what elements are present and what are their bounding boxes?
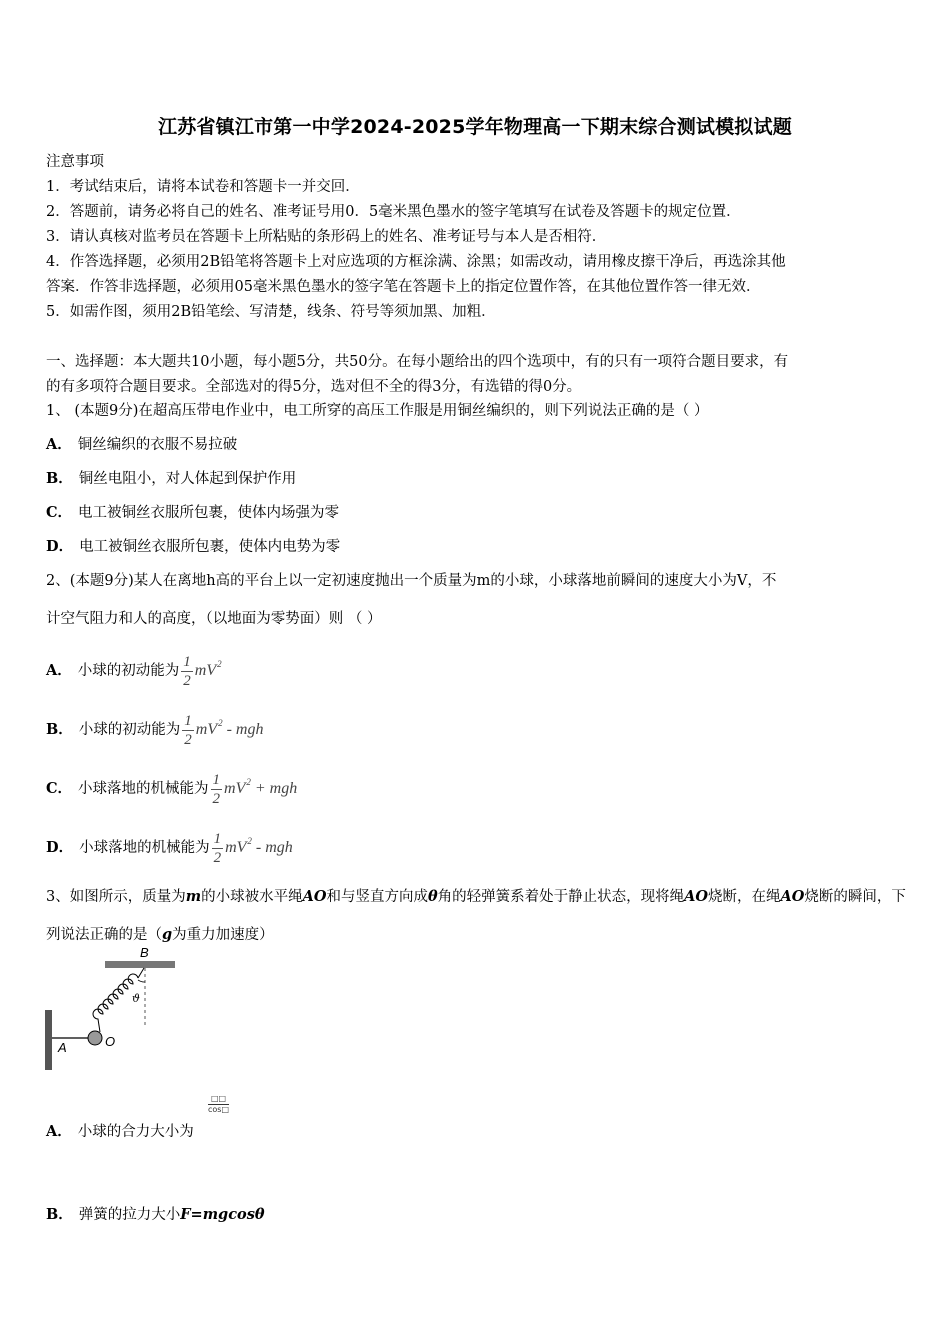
option-text: 小球落地的机械能为: [79, 840, 210, 856]
stem-text: 的小球被水平绳: [201, 889, 303, 905]
fraction-numerator: □□: [208, 1094, 229, 1105]
question-1-stem: 1、 (本题9分)在超高压带电作业中，电工所穿的高压工作服是用铜丝编织的，则下列说法正确的是（ ）: [46, 403, 709, 419]
option-letter: B．: [46, 721, 73, 738]
fraction-denominator: 2: [184, 731, 192, 748]
fraction: [212, 830, 224, 867]
var-ao: AO: [302, 888, 327, 905]
math-tail: - mgh: [222, 721, 264, 738]
notice-item: 1．考试结束后，请将本试卷和答题卡一并交回．: [46, 179, 360, 195]
option-letter: C．: [46, 780, 73, 797]
fraction-denominator: 2: [183, 672, 191, 689]
q2-option-c: [46, 762, 297, 809]
angle-arc: [138, 980, 145, 982]
q1-option-a: [46, 435, 237, 455]
fraction-numerator: 1: [183, 653, 191, 670]
math-sup: 2: [247, 836, 252, 846]
option-text: 铜丝编织的衣服不易拉破: [77, 437, 238, 453]
notice-item: 2．答题前，请务必将自己的姓名、准考证号用0．5毫米黑色墨水的签字笔填写在试卷及答题卡的规定位置．: [46, 204, 741, 220]
option-text: 铜丝电阻小，对人体起到保护作用: [78, 471, 297, 487]
stem-text: 烧断的瞬间，下列说法正确的是（: [46, 889, 906, 943]
fraction-denominator: 2: [212, 790, 221, 807]
page-title: 江苏省镇江市第一中学2024-2025学年物理高一下期末综合测试模拟试题: [158, 116, 792, 138]
notice-heading: 注意事项: [46, 154, 104, 170]
label-theta: ϑ: [132, 992, 140, 1005]
q1-option-d: [46, 537, 340, 557]
option-text: 小球的初动能为: [78, 722, 181, 738]
option-letter: D．: [46, 538, 74, 555]
ceiling-bar: [105, 961, 175, 968]
q3-option-a: [46, 1122, 194, 1142]
fraction: [182, 712, 194, 749]
math-sup: 2: [217, 659, 222, 669]
fraction-denominator: 2: [213, 849, 222, 866]
fraction-numerator: 1: [212, 771, 221, 788]
var-theta: θ: [427, 888, 438, 905]
wall-bar: [45, 1010, 52, 1070]
option-text: 小球的初动能为: [77, 663, 180, 679]
option-letter: A．: [46, 1123, 72, 1140]
section-intro: 一、选择题：本大题共10小题，每小题5分，共50分。在每小题给出的四个选项中，有的只有一项符合题目要求，有: [46, 354, 789, 370]
stem-text: 3、如图所示，质量为: [46, 889, 186, 905]
q2-option-a: [46, 644, 222, 691]
section-intro: 的有多项符合题目要求。全部选对的得5分，选对但不全的得3分，有选错的得0分。: [46, 379, 582, 395]
label-b: B: [140, 945, 149, 960]
var-g: g: [162, 926, 173, 943]
math-expr: mV: [195, 721, 218, 738]
notice-item: 答案．作答非选择题，必须用05毫米黑色墨水的签字笔在答题卡上的指定位置作答，在其他位置作答一律无效．: [46, 279, 761, 295]
math-expr: mV: [225, 839, 247, 856]
fraction: [181, 653, 193, 690]
label-a: A: [58, 1040, 67, 1055]
option-letter: D．: [46, 839, 74, 856]
q2-option-b: [46, 703, 263, 750]
notice-item: 5．如需作图，须用2B铅笔绘、写清楚，线条、符号等须加黑、加粗．: [46, 304, 496, 320]
option-text: 小球落地的机械能为: [78, 781, 209, 797]
q1-option-c: [46, 503, 339, 523]
math-expr: mV: [194, 662, 217, 679]
option-text: 弹簧的拉力大小: [78, 1207, 181, 1223]
spring-ball-figure: [40, 942, 190, 1074]
q3-option-b: [46, 1205, 265, 1225]
stem-text: 烧断，在绳: [708, 889, 781, 905]
option-letter: A．: [46, 662, 72, 679]
stem-text: 为重力加速度）: [172, 927, 274, 943]
option-letter: B．: [46, 1206, 73, 1223]
math-tail: - mgh: [251, 839, 293, 856]
var-m: m: [185, 888, 202, 905]
formula: F=mgcosθ: [180, 1206, 265, 1223]
option-letter: C．: [46, 504, 73, 521]
stem-text: 角的轻弹簧系着处于静止状态，现将绳: [437, 889, 685, 905]
q2-option-d: [46, 821, 293, 868]
ball: [88, 1031, 102, 1045]
math-expr: mV: [224, 780, 246, 797]
fraction: [211, 771, 223, 808]
var-ao: AO: [780, 888, 805, 905]
option-text: 电工被铜丝衣服所包裹，使体内场强为零: [78, 505, 340, 521]
math-sup: 2: [218, 718, 223, 728]
notice-item: 4．作答选择题，必须用2B铅笔将答题卡上对应选项的方框涂满、涂黑；如需改动，请用橡皮擦干净后，再选涂其他: [46, 254, 786, 270]
fraction-numerator: 1: [184, 712, 192, 729]
question-2-stem: 2、(本题9分)某人在离地h高的平台上以一定初速度抛出一个质量为m的小球，小球落地前瞬间的速度大小为V，不: [46, 573, 777, 589]
option-letter: B．: [46, 470, 73, 487]
small-fraction: [208, 1094, 229, 1115]
math-tail: + mgh: [250, 780, 298, 797]
var-ao: AO: [684, 888, 709, 905]
q1-option-b: [46, 469, 296, 489]
fraction-numerator: 1: [213, 830, 222, 847]
label-o: O: [105, 1034, 116, 1049]
math-sup: 2: [246, 777, 251, 787]
option-text: 小球的合力大小为: [77, 1124, 194, 1140]
stem-text: 和与竖直方向成: [326, 889, 428, 905]
question-2-stem: 计空气阻力和人的高度，（以地面为零势面）则 （ ）: [46, 611, 382, 627]
notice-item: 3．请认真核对监考员在答题卡上所粘贴的条形码上的姓名、准考证号与本人是否相符．: [46, 229, 607, 245]
option-text: 电工被铜丝衣服所包裹，使体内电势为零: [79, 539, 341, 555]
option-letter: A．: [46, 436, 72, 453]
fraction-denominator: cos□: [208, 1105, 230, 1114]
